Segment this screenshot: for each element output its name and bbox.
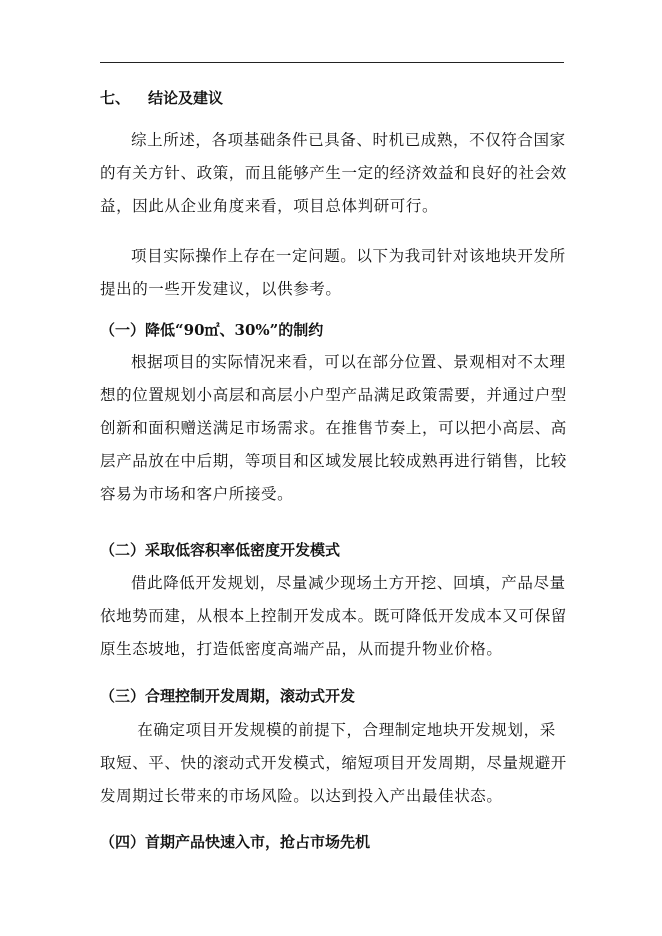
paragraph-text: 根据项目的实际情况来看，可以在部分位置、景观相对不太理想的位置规划小高层和高层小户型产品满足政策需要，并通过户型创新和面积赠送满足市场需求。在推售节奏上，可以把小高层、高层产品放在中后期，等项目和区域发展比较成熟再进行销售，比较容易为市场和客户所接受。 bbox=[100, 353, 567, 503]
paragraph-text: 在确定项目开发规模的前提下，合理制定地块开发规划，采取短、平、快的滚动式开发模式，缩短项目开发周期，尽量规避开发周期过长带来的市场风险。以达到投入产出最佳状态。 bbox=[100, 721, 567, 805]
section-heading bbox=[100, 88, 570, 108]
paragraph-text: 借此降低开发规划，尽量减少现场土方开挖、回填，产品尽量依地势而建，从根本上控制开发成本。既可降低开发成本又可保留原生态坡地，打造低密度高端产品，从而提升物业价格。 bbox=[100, 574, 567, 658]
header-rule bbox=[100, 62, 564, 63]
subsection-heading-3: （三）合理控制开发周期，滚动式开发 bbox=[100, 687, 356, 705]
section-number: 七、 bbox=[100, 89, 131, 107]
intro-paragraph-2 bbox=[100, 240, 570, 306]
subsection-body-2 bbox=[100, 567, 570, 666]
subsection-heading-2: （二）采取低容积率低密度开发模式 bbox=[100, 541, 341, 559]
section-title: 结论及建议 bbox=[148, 89, 224, 107]
subsection-body-1 bbox=[100, 346, 570, 511]
paragraph-text: 项目实际操作上存在一定问题。以下为我司针对该地块开发所提出的一些开发建议，以供参考。 bbox=[100, 247, 566, 298]
subsection-heading-1: （一）降低“90㎡、30%”的制约 bbox=[100, 321, 324, 339]
subsection-body-3 bbox=[100, 714, 570, 813]
paragraph-text: 综上所述，各项基础条件已具备、时机已成熟，不仅符合国家的有关方针、政策，而且能够产生一定的经济效益和良好的社会效益，因此从企业角度来看，项目总体判研可行。 bbox=[100, 131, 567, 215]
subsection-heading-4: （四）首期产品快速入市，抢占市场先机 bbox=[100, 833, 371, 851]
intro-paragraph-1 bbox=[100, 124, 570, 223]
